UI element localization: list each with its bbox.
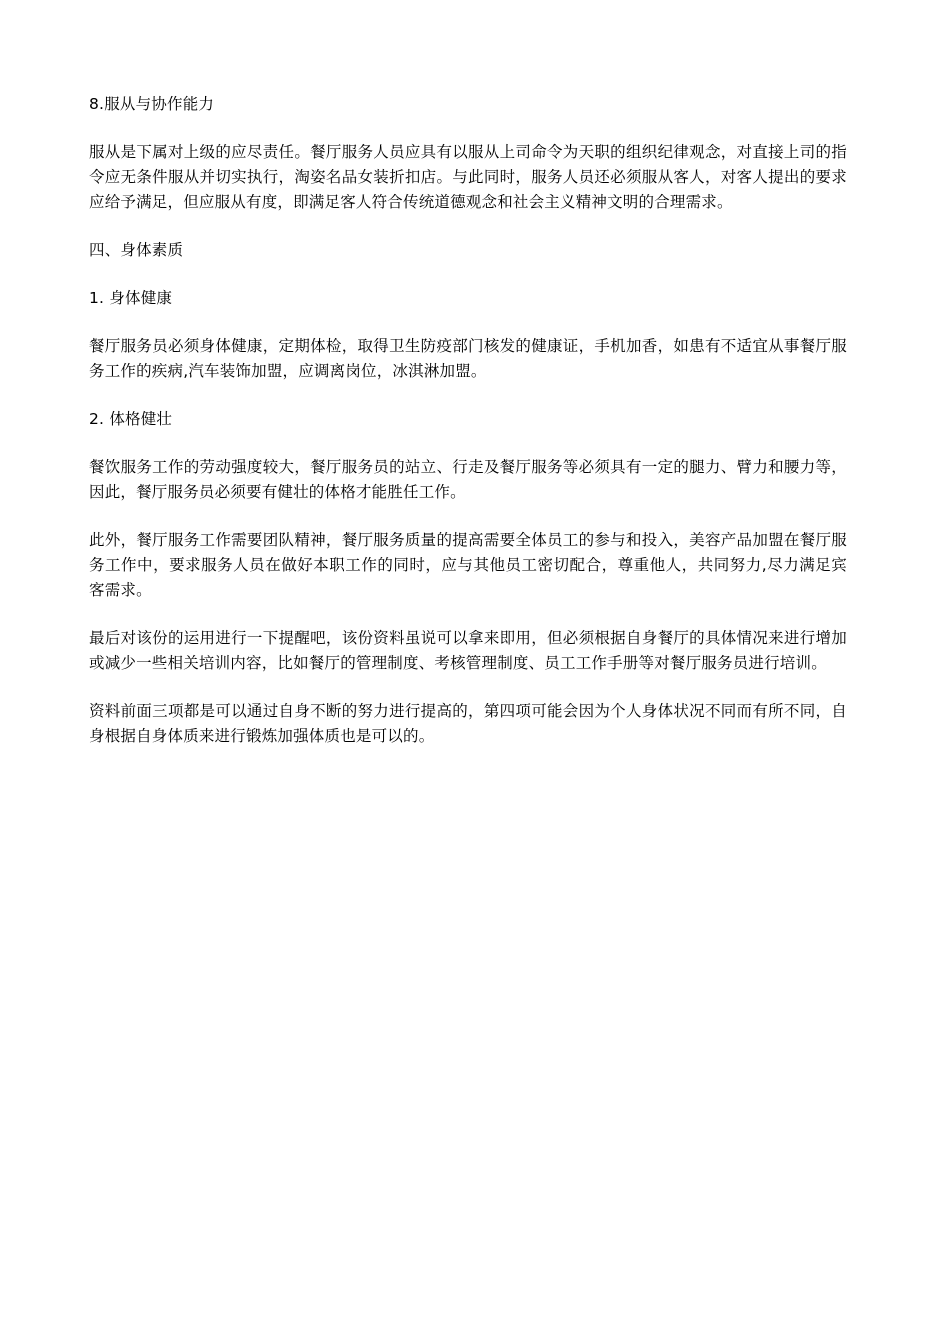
paragraph-reminder: 最后对该份的运用进行一下提醒吧，该份资料虽说可以拿来即用，但必须根据自身餐厅的具体情况来进行增加或减少一些相关培训内容，比如餐厅的管理制度、考核管理制度、员工工作手册等对餐厅服务员进行培训。 — [89, 629, 847, 672]
subheading-health: 1. 身体健康 — [89, 289, 173, 307]
paragraph-health: 餐厅服务员必须身体健康，定期体检，取得卫生防疫部门核发的健康证，手机加香，如患有不适宜从事餐厅服务工作的疾病,汽车装饰加盟，应调离岗位，冰淇淋加盟。 — [89, 337, 847, 380]
section-heading-physical-quality: 四、身体素质 — [89, 241, 184, 259]
section-heading-obedience: 8.服从与协作能力 — [89, 95, 215, 113]
paragraph-conclusion: 资料前面三项都是可以通过自身不断的努力进行提高的，第四项可能会因为个人身体状况不同而有所不同，自身根据自身体质来进行锻炼加强体质也是可以的。 — [89, 702, 847, 745]
subheading-physique: 2. 体格健壮 — [89, 410, 173, 428]
paragraph-teamwork: 此外，餐厅服务工作需要团队精神，餐厅服务质量的提高需要全体员工的参与和投入，美容产品加盟在餐厅服务工作中，要求服务人员在做好本职工作的同时，应与其他员工密切配合，尊重他人，共同努力,尽力满足宾客需求。 — [89, 531, 847, 599]
paragraph-obedience: 服从是下属对上级的应尽责任。餐厅服务人员应具有以服从上司命令为天职的组织纪律观念，对直接上司的指令应无条件服从并切实执行，淘姿名品女装折扣店。与此同时，服务人员还必须服从客人，对客人提出的要求应给予满足，但应服从有度，即满足客人符合传统道德观念和社会主义精神文明的合理需求。 — [89, 143, 847, 211]
paragraph-physique: 餐饮服务工作的劳动强度较大，餐厅服务员的站立、行走及餐厅服务等必须具有一定的腿力、臂力和腰力等，因此，餐厅服务员必须要有健壮的体格才能胜任工作。 — [89, 458, 847, 501]
